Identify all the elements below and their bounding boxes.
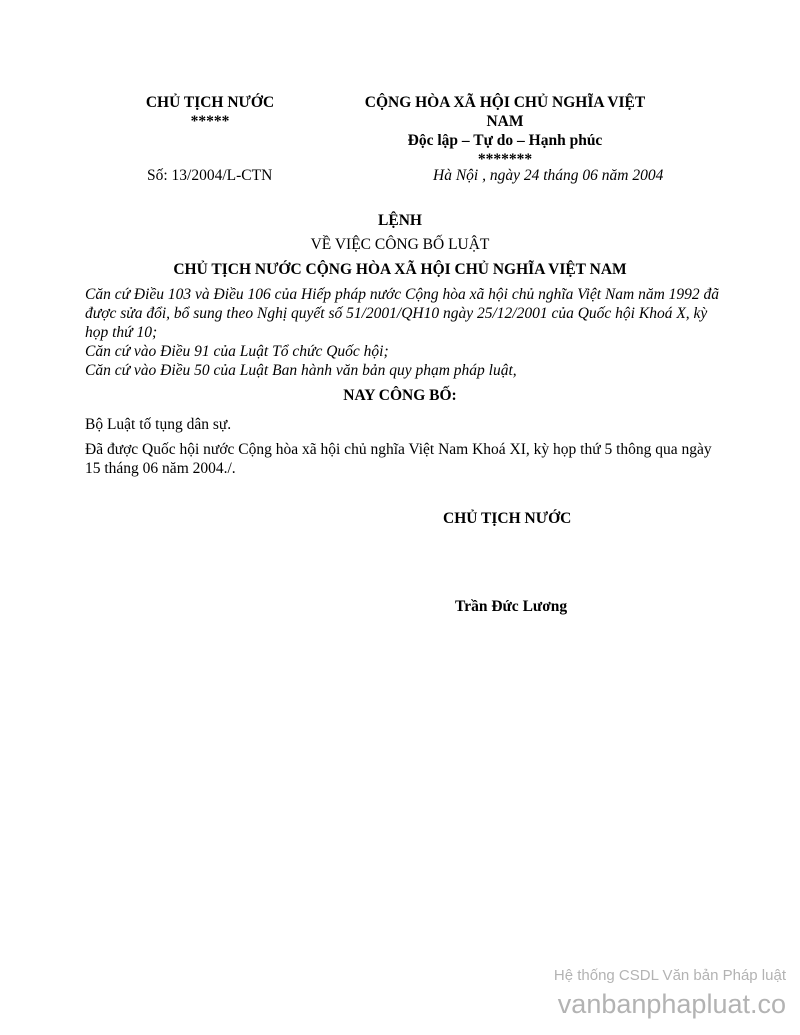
passed-statement: Đã được Quốc hội nước Cộng hòa xã hội chủ nghĩa Việt Nam Khoá XI, kỳ họp thứ 5 thông qua ngày 15 tháng 06 năm 2004./. (85, 441, 712, 477)
document-date: Hà Nội , ngày 24 tháng 06 năm 2004 (433, 167, 664, 184)
document-number: Số: 13/2004/L-CTN (147, 167, 273, 184)
document-type: LỆNH (378, 212, 422, 229)
issuer-stars: ***** (190, 113, 230, 130)
basis-item: Căn cứ vào Điều 50 của Luật Ban hành văn bản quy phạm pháp luật, (85, 362, 517, 379)
nation-name-line2: NAM (486, 113, 524, 130)
signer-name: Trần Đức Lương (455, 598, 568, 615)
motto: Độc lập – Tự do – Hạnh phúc (407, 132, 603, 149)
nation-block (355, 93, 655, 169)
document-authority: CHỦ TỊCH NƯỚC CỘNG HÒA XÃ HỘI CHỦ NGHĨA VIỆT NAM (173, 261, 627, 278)
motto-stars: ******* (477, 151, 533, 168)
issuer-block (120, 93, 300, 131)
basis-item: Căn cứ vào Điều 91 của Luật Tổ chức Quốc hội; (85, 343, 389, 360)
proclaim-heading: NAY CÔNG BỐ: (343, 387, 457, 404)
legal-basis (85, 285, 725, 380)
watermark-line2: vanbanphapluat.co (557, 989, 786, 1019)
basis-item: Căn cứ Điều 103 và Điều 106 của Hiếp pháp nước Cộng hòa xã hội chủ nghĩa Việt Nam năm 1992 đã được sửa đổi, bổ sung theo Nghị quyết số 51/2001/QH10 ngày 25/12/2001 của Quốc hội Khoá X, kỳ họp thứ 10; (85, 286, 720, 341)
signature-title: CHỦ TỊCH NƯỚC (443, 510, 572, 527)
watermark-line1: Hệ thống CSDL Văn bản Pháp luật (553, 967, 786, 984)
document-subject: VỀ VIỆC CÔNG BỐ LUẬT (310, 236, 490, 253)
nation-name-line1: CỘNG HÒA XÃ HỘI CHỦ NGHĨA VIỆT (364, 94, 646, 111)
issuer-name: CHỦ TỊCH NƯỚC (145, 94, 275, 111)
law-name: Bộ Luật tố tụng dân sự. (85, 416, 232, 433)
watermark (554, 966, 786, 1022)
